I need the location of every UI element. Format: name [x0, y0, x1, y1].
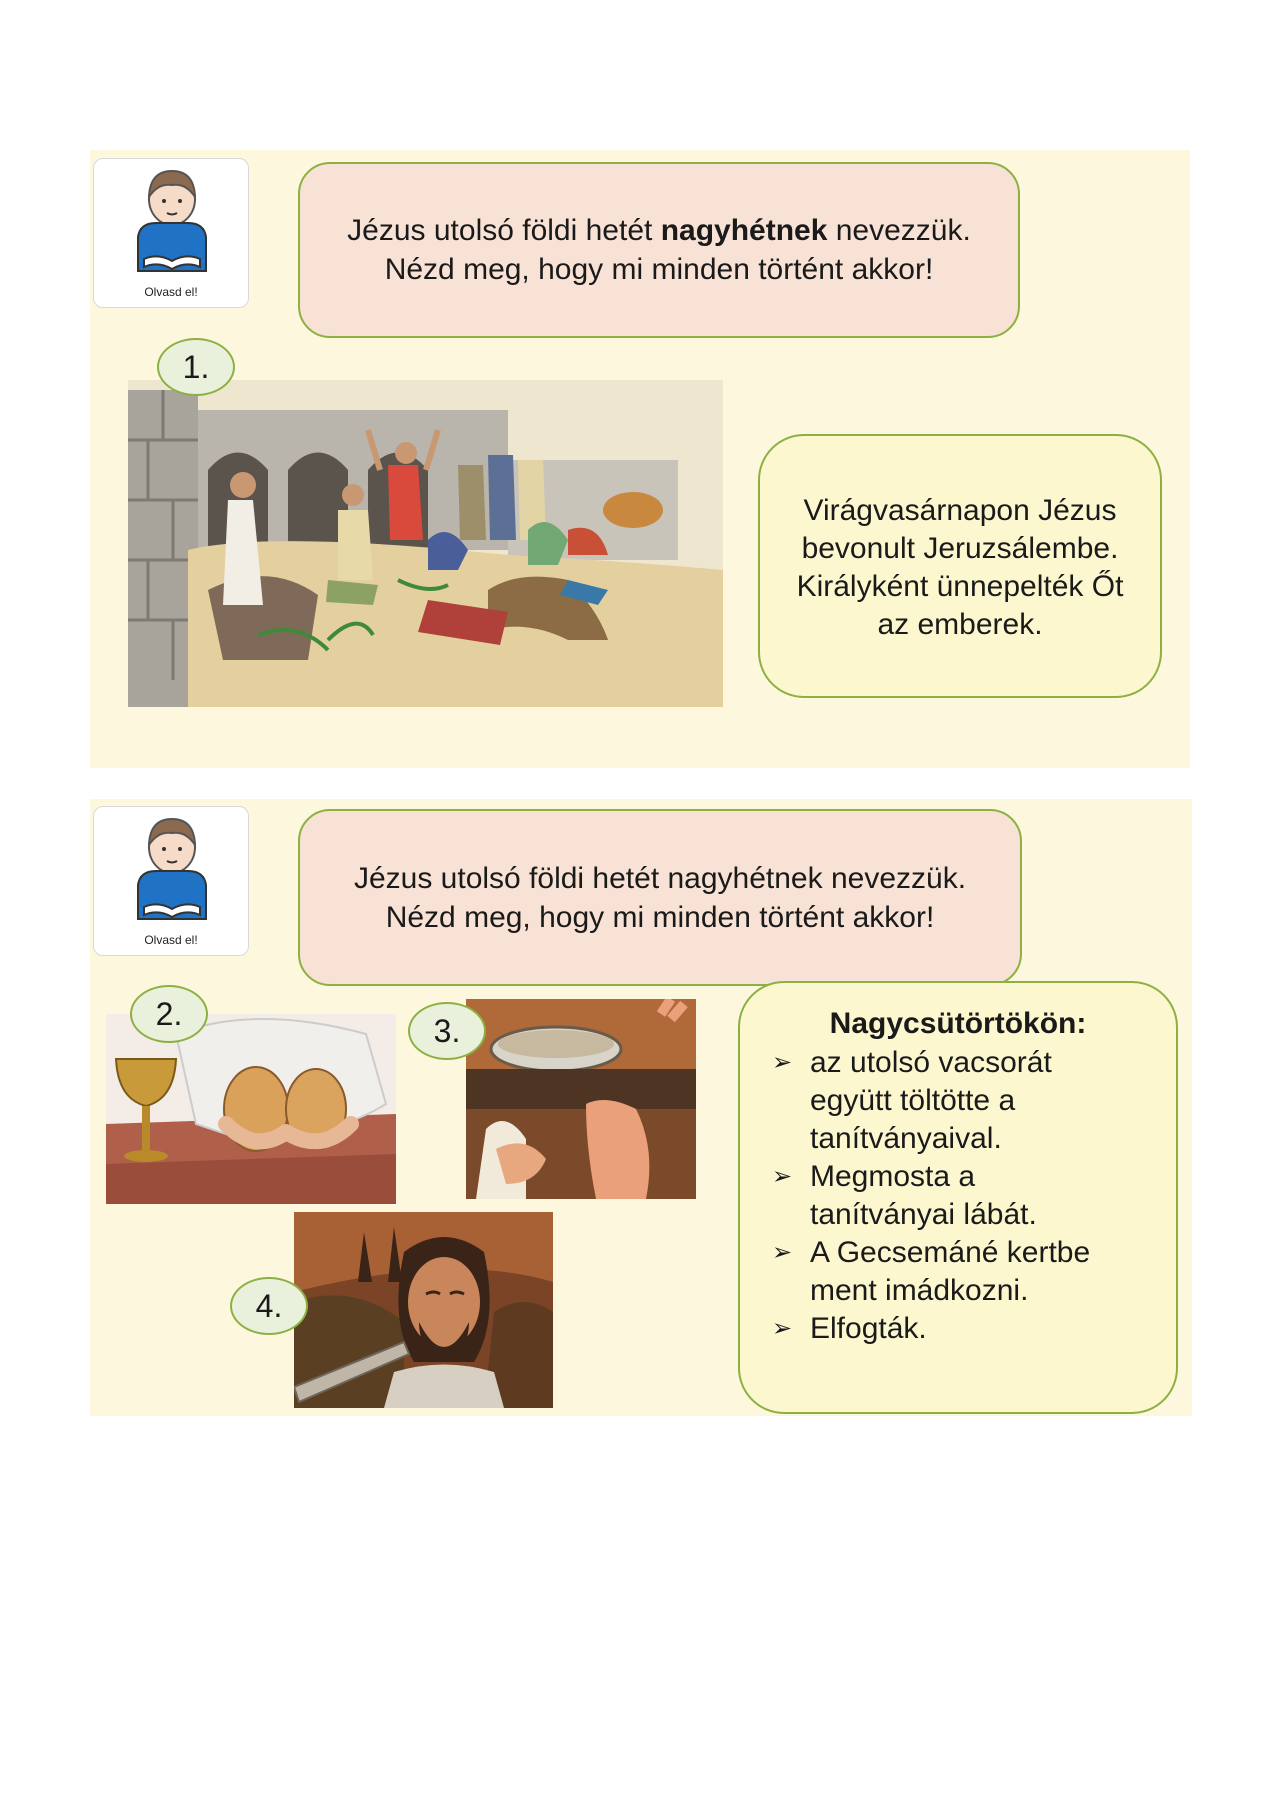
- event-last-supper: ➢ az utolsó vacsorát együtt töltötte a tanítványaival.: [772, 1046, 1052, 1155]
- thursday-title: Nagycsütörtökön:: [829, 1007, 1087, 1040]
- number-badge-1: 1.: [157, 338, 235, 396]
- read-it-pictogram: [93, 158, 249, 308]
- arrow-bullet-icon: ➢: [772, 1049, 793, 1076]
- intro-box: [298, 162, 1020, 338]
- maundy-thursday-text-box: [738, 981, 1178, 1414]
- number-badge-4: 4.: [230, 1277, 308, 1335]
- intro-line-2: Nézd meg, hogy mi minden történt akkor!: [384, 253, 934, 286]
- panel-palm-sunday: [90, 150, 1190, 768]
- palm-sunday-line-2: bevonult Jeruzsálembe.: [801, 532, 1119, 565]
- foot-washing-picture: [466, 999, 696, 1199]
- event-gethsemane-prayer: ➢ A Gecsemáné kertbe ment imádkozni.: [772, 1236, 1091, 1307]
- event-arrest: ➢ Elfogták.: [770, 1310, 1156, 1348]
- read-it-caption: Olvasd el!: [144, 285, 198, 299]
- palm-sunday-line-4: az emberek.: [877, 608, 1043, 641]
- palm-sunday-line-3: Királyként ünnepelték Őt: [796, 570, 1124, 603]
- intro-line-2: Nézd meg, hogy mi minden történt akkor!: [385, 900, 935, 934]
- read-it-pictogram: [93, 806, 249, 956]
- intro-line-1: Jézus utolsó földi hetét nagyhétnek nevezzük.: [347, 214, 971, 247]
- reading-child-icon: [94, 807, 250, 937]
- palm-sunday-line-1: Virágvasárnapon Jézus: [803, 494, 1117, 527]
- intro-box: [298, 809, 1022, 986]
- arrow-bullet-icon: ➢: [772, 1239, 793, 1266]
- palm-sunday-illustration: [128, 380, 723, 707]
- number-badge-2: 2.: [130, 985, 208, 1043]
- event-foot-washing: ➢ Megmosta a tanítványai lábát.: [772, 1160, 1037, 1231]
- thursday-event-list: [770, 1044, 1156, 1348]
- arrow-bullet-icon: ➢: [772, 1315, 793, 1342]
- number-badge-3: 3.: [408, 1002, 486, 1060]
- reading-child-icon: [94, 159, 250, 289]
- read-it-caption: Olvasd el!: [144, 933, 198, 947]
- gethsemane-picture: [294, 1212, 553, 1408]
- intro-line-1: Jézus utolsó földi hetét nagyhétnek nevezzük.: [353, 861, 967, 895]
- panel-maundy-thursday: [90, 799, 1192, 1416]
- palm-sunday-text-box: [758, 434, 1162, 698]
- arrow-bullet-icon: ➢: [772, 1163, 793, 1190]
- last-supper-bread-picture: [106, 1014, 396, 1204]
